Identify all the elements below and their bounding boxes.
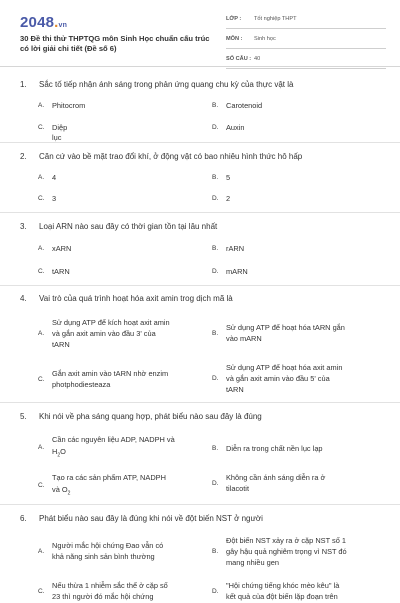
option-letter: D. [212, 588, 219, 595]
option-letter: D. [212, 195, 219, 202]
question-stem: Khi nói về pha sáng quang hợp, phát biểu nào sau đây là đúng [39, 412, 262, 421]
meta-key: SỐ CÂU : [226, 56, 252, 62]
option-letter: D. [212, 124, 219, 131]
question-number: 6. [20, 514, 27, 523]
option-b[interactable] [212, 323, 387, 345]
question-text [20, 514, 263, 523]
question-stem: Sắc tố tiếp nhận ánh sáng trong phản ứng quang chu kỳ của thực vật là [39, 80, 294, 89]
question-text [20, 294, 233, 303]
option-text-line: Sử dụng ATP để kích hoạt axit amin [52, 318, 170, 327]
option-text-line: Cần các nguyên liệu ADP, NADPH và [52, 435, 175, 444]
logo-suffix: vn [58, 22, 68, 29]
option-d[interactable] [212, 473, 387, 495]
meta-value: Tốt nghiệp THPT [254, 16, 297, 22]
formula-base: và O [52, 485, 68, 494]
option-letter: B. [212, 174, 219, 181]
option-b[interactable] [212, 536, 397, 568]
question-text [20, 152, 302, 161]
question-text [20, 80, 293, 89]
option-letter: C. [38, 482, 45, 489]
option-letter: A. [38, 444, 45, 451]
logo-main: 2048 [20, 14, 55, 31]
question-separator [0, 402, 400, 403]
question-separator [0, 212, 400, 213]
option-text-line: Đột biến NST xảy ra ở cặp NST số 1 [226, 536, 347, 545]
question-number: 3. [20, 222, 27, 231]
formula-base: H [52, 447, 58, 456]
exam-meta [226, 12, 386, 72]
option-text-line: "Hội chứng tiếng khóc mèo kêu" là [226, 581, 340, 590]
option-text: tARN [52, 267, 70, 276]
option-letter: D. [212, 375, 219, 382]
option-text-line: gây hậu quả nghiêm trọng vì NST đó [226, 547, 347, 556]
option-text-line: Tạo ra các sản phẩm ATP, NADPH [52, 473, 166, 482]
option-text: Diệp lục [52, 123, 68, 142]
logo-dot: . [54, 14, 59, 31]
option-text-line: và gắn axit amin vào đầu 5' của [226, 374, 330, 383]
option-a[interactable] [38, 318, 208, 350]
header-divider [0, 66, 400, 67]
question-number: 5. [20, 412, 27, 421]
option-letter: C. [38, 376, 45, 383]
option-letter: D. [212, 268, 219, 275]
option-text-line: tilacotit [226, 484, 250, 493]
meta-row-subject [226, 32, 386, 49]
option-text-line: Người mắc hội chứng Đao vẫn có [52, 541, 164, 550]
option-text: rARN [226, 244, 245, 253]
option-a[interactable] [38, 435, 208, 459]
option-text: xARN [52, 244, 72, 253]
meta-row-class [226, 12, 386, 29]
option-text-line: và gắn axit amin vào đầu 3' của [52, 329, 156, 338]
question-separator [0, 142, 400, 143]
option-text: Carotenoid [226, 101, 263, 110]
option-d[interactable] [212, 363, 387, 395]
option-text-line: photphodiesteaza [52, 380, 111, 389]
option-text: 2 [226, 194, 231, 203]
document-header [0, 0, 400, 66]
question-text [20, 412, 262, 421]
option-text: Phitocrom [52, 101, 86, 110]
option-text-line: Không cần ánh sáng diễn ra ở [226, 473, 326, 482]
option-text: mARN [226, 267, 248, 276]
option-text-line [52, 485, 70, 498]
option-text-line: khả năng sinh sản bình thường [52, 552, 155, 561]
option-text-line: Nếu thừa 1 nhiễm sắc thể ở cặp số [52, 581, 168, 590]
meta-key: LỚP : [226, 16, 242, 22]
option-text: 4 [52, 173, 57, 182]
option-letter: B. [212, 245, 219, 252]
option-text: Auxin [226, 123, 245, 132]
question-text [20, 222, 217, 231]
option-text-line: Gắn axit amin vào tARN nhờ enzim [52, 369, 169, 378]
option-letter: D. [212, 480, 219, 487]
option-letter: A. [38, 548, 45, 555]
option-letter: C. [38, 268, 45, 275]
option-text: 5 [226, 173, 231, 182]
question-separator [0, 504, 400, 505]
option-c[interactable] [38, 369, 208, 391]
option-letter: A. [38, 102, 45, 109]
question-separator [0, 285, 400, 286]
meta-value: 40 [254, 56, 261, 62]
question-stem: Phát biểu nào sau đây là đúng khi nói về đột biến NST ở người [39, 514, 263, 523]
option-letter: B. [212, 102, 219, 109]
option-text-line: Sử dụng ATP để hoạt hóa axit amin [226, 363, 343, 372]
option-text-line: kết quả của đột biến lặp đoạn trên [226, 592, 338, 601]
question-number: 1. [20, 80, 27, 89]
option-a[interactable] [38, 541, 208, 563]
option-text-line: Sử dụng ATP để hoạt hóa tARN gắn [226, 323, 345, 332]
option-letter: A. [38, 245, 45, 252]
question-stem: Căn cứ vào bề mặt trao đổi khí, ở động vật có bao nhiêu hình thức hô hấp [39, 152, 303, 161]
question-number: 2. [20, 152, 27, 161]
option-text: 3 [52, 194, 57, 203]
exam-title: 30 Đề thi thử THPTQG môn Sinh Học chuẩn cấu trúc có lời giải chi tiết (Đề số 6) [20, 34, 210, 53]
option-text-line: 23 thì người đó mắc hội chứng [52, 592, 154, 601]
meta-key: MÔN : [226, 36, 243, 42]
option-letter: C. [38, 124, 45, 131]
option-text-line: tARN [226, 385, 244, 394]
formula-tail: O [60, 447, 66, 456]
option-letter: B. [212, 330, 219, 337]
option-letter: C. [38, 195, 45, 202]
option-text-line: mang nhiều gen [226, 558, 280, 567]
option-letter: B. [212, 445, 219, 452]
formula-subscript: 2 [57, 452, 61, 459]
question-stem: Vai trò của quá trình hoạt hóa axit amin trog dịch mã là [39, 294, 233, 303]
option-text-line [52, 447, 66, 460]
option-text-line: Diễn ra trong chất nền lục lạp [226, 444, 323, 453]
question-number: 4. [20, 294, 27, 303]
option-letter: A. [38, 174, 45, 181]
option-text-line: vào mARN [226, 334, 262, 343]
option-text-line: tARN [52, 340, 70, 349]
option-letter: C. [38, 588, 45, 595]
site-logo[interactable] [20, 14, 67, 31]
option-letter: A. [38, 330, 45, 337]
option-letter: B. [212, 548, 219, 555]
formula-subscript: 2 [67, 490, 71, 497]
question-stem: Loại ARN nào sau đây có thời gian tồn tại lâu nhất [39, 222, 218, 231]
option-c[interactable] [38, 473, 208, 497]
meta-value: Sinh học [254, 36, 276, 42]
